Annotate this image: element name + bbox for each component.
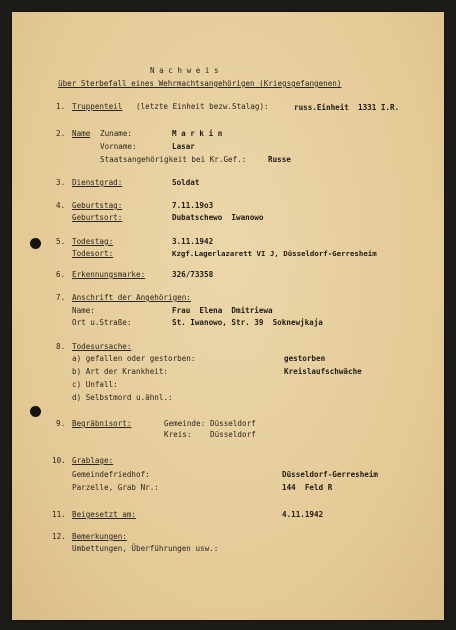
- cause-b-value: Kreislaufschwäche: [284, 367, 362, 376]
- cause-b-label: b) Art der Krankheit:: [72, 367, 169, 376]
- cause-a-value: gestorben: [284, 354, 326, 363]
- nationality-value: Russe: [268, 155, 291, 164]
- firstname-value: Lasar: [172, 142, 195, 151]
- section-6-label: Erkennungsmarke:: [72, 270, 146, 279]
- birthday-value: 7.11.19o3: [172, 201, 214, 210]
- section-6-number: 6.: [56, 270, 66, 279]
- cause-c-label: c) Unfall:: [72, 380, 118, 389]
- relative-name-label: Name:: [72, 306, 95, 315]
- cause-d-label: d) Selbstmord u.ähnl.:: [72, 393, 173, 402]
- cemetery-value: Düsseldorf-Gerresheim: [282, 470, 379, 479]
- punch-hole-top: [30, 238, 41, 249]
- section-2-number: 2.: [56, 129, 66, 138]
- birthplace-value: Dubatschewo Iwanowo: [172, 213, 264, 222]
- rank-value: Soldat: [172, 178, 200, 187]
- municipality-label: Gemeinde:: [164, 419, 206, 428]
- section-11-number: 11.: [52, 510, 66, 519]
- section-7-number: 7.: [56, 293, 66, 302]
- birthday-label: Geburtstag:: [72, 201, 123, 210]
- deathplace-value: Kzgf.Lagerlazarett VI J, Düsseldorf-Gerresheim: [172, 249, 377, 258]
- section-8-label: Todesursache:: [72, 342, 132, 351]
- district-label: Kreis:: [164, 430, 192, 439]
- section-12-label: Bemerkungen:: [72, 532, 127, 541]
- district-value: Düsseldorf: [210, 430, 256, 439]
- punch-hole-bottom: [30, 406, 41, 417]
- id-tag-value: 326/73358: [172, 270, 214, 279]
- section-5-number: 5.: [56, 237, 66, 246]
- relative-place-label: Ort u.Straße:: [72, 318, 132, 327]
- section-1-label: Truppenteil: [72, 102, 123, 111]
- nationality-label: Staatsangehörigkeit bei Kr.Gef.:: [100, 155, 247, 164]
- deathplace-label: Todesort:: [72, 249, 114, 258]
- section-12-number: 12.: [52, 532, 66, 541]
- section-4-number: 4.: [56, 201, 66, 210]
- section-10-number: 10.: [52, 456, 66, 465]
- section-3-number: 3.: [56, 178, 66, 187]
- unit-value: russ.Einheit 1331 I.R.: [294, 103, 400, 112]
- section-1-number: 1.: [56, 102, 66, 111]
- cemetery-label: Gemeindefriedhof:: [72, 470, 150, 479]
- section-9-label: Begräbnisort:: [72, 419, 132, 428]
- section-2-label: Name: [72, 129, 91, 138]
- document-sheet: [12, 12, 444, 620]
- deathday-label: Todestag:: [72, 237, 114, 246]
- surname-label: Zuname:: [100, 129, 133, 138]
- section-11-label: Beigesetzt am:: [72, 510, 137, 519]
- cause-a-label: a) gefallen oder gestorben:: [72, 354, 196, 363]
- firstname-label: Vorname:: [100, 142, 137, 151]
- relative-name-value: Frau Elena Dmitriewa: [172, 306, 273, 315]
- section-9-number: 9.: [56, 419, 66, 428]
- document-title: N a c h w e i s: [150, 66, 219, 75]
- remarks-note: Umbettungen, Überführungen usw.:: [72, 544, 219, 553]
- section-3-label: Dienstgrad:: [72, 178, 123, 187]
- section-1-note: (letzte Einheit bezw.Stalag):: [136, 102, 269, 111]
- plot-label: Parzelle, Grab Nr.:: [72, 483, 159, 492]
- municipality-value: Düsseldorf: [210, 419, 256, 428]
- deathday-value: 3.11.1942: [172, 237, 214, 246]
- plot-value: 144 Feld R: [282, 483, 333, 492]
- section-8-number: 8.: [56, 342, 66, 351]
- section-7-label: Anschrift der Angehörigen:: [72, 293, 191, 302]
- relative-place-value: St. Iwanowo, Str. 39 Soknewjkaja: [172, 318, 323, 327]
- surname-value: M a r k i n: [172, 129, 223, 138]
- section-10-label: Grablage:: [72, 456, 114, 465]
- burial-date-value: 4.11.1942: [282, 510, 324, 519]
- document-subtitle: über Sterbefall eines Wehrmachtsangehörigen (Kriegsgefangenen): [58, 79, 342, 88]
- birthplace-label: Geburtsort:: [72, 213, 123, 222]
